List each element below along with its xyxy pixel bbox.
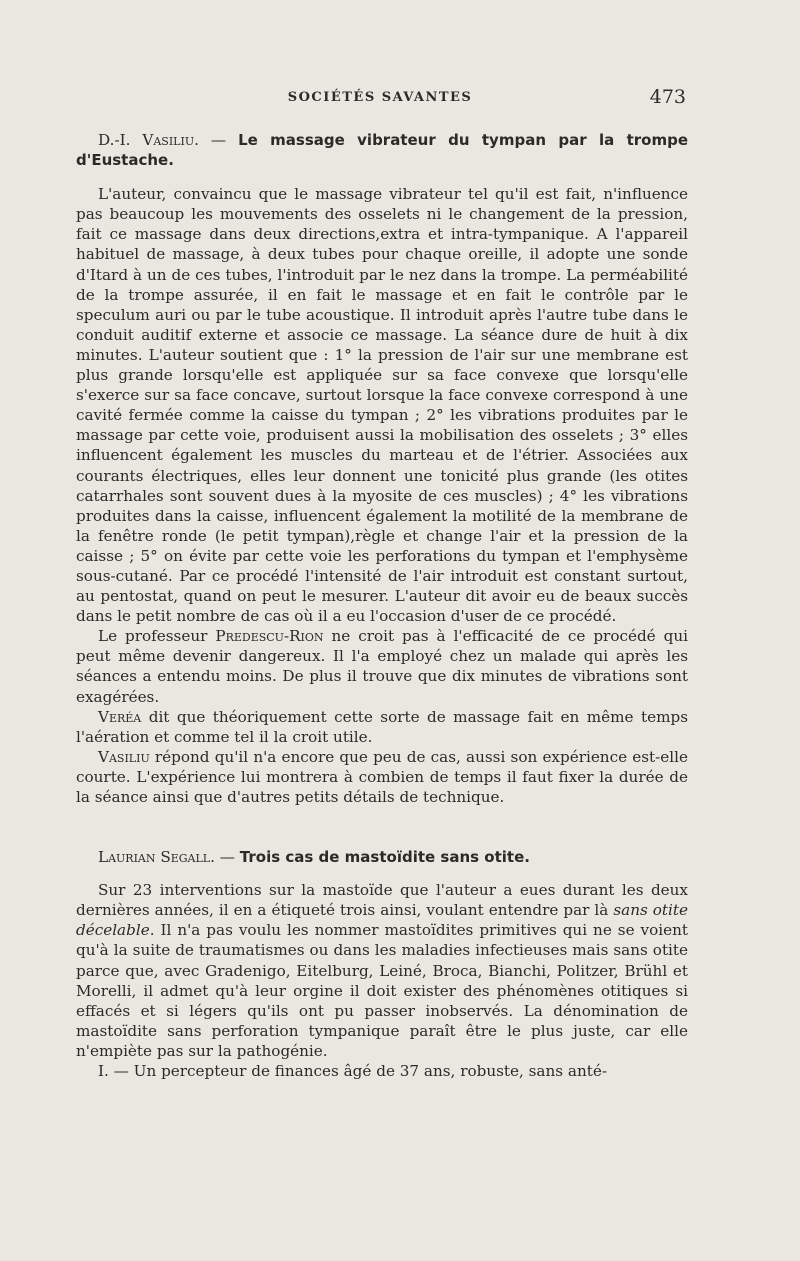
article-author: Laurian Segall. — [98, 848, 215, 867]
paragraph-text: Le professeur — [98, 627, 216, 646]
paragraph: I. — Un percepteur de finances âgé de 37 ans, robuste, sans anté- — [98, 1062, 607, 1081]
person-name: Vasiliu — [98, 747, 150, 766]
heading-dash: — — [198, 131, 239, 149]
paragraph-text: . Il n'a pas voulu les nommer mastoïdites primitives qui ne se voient qu'à la suite de traumatismes ou dans les maladies infectieuses mais sans otite parce que, avec Gradenigo, Eitelburg, Leiné, Broca, Bianchi, Politzer, Brühl et Morelli, il admet qu'à leur orgine il doit exister des phénomènes otitiques si effacés et si légers qu'ils ont pu passer inobservés. La dénomination de mastoïdite sans perforation tympanique paraît être le plus juste, car elle n'empiète pas sur la pathogénie. — [76, 921, 688, 1060]
paragraph — [76, 880, 688, 1061]
paragraph-text: dit que théoriquement cette sorte de massage fait en même temps l'aération et comme tel il la croit utile. — [76, 707, 688, 746]
page-number: 473 — [649, 86, 686, 108]
paragraph-text: répond qu'il n'a encore que peu de cas, aussi son expérience est-elle courte. L'expérience lui montrera à combien de temps il faut fixer la durée de la séance ainsi que d'autres petits détails de technique. — [76, 747, 688, 806]
person-name: Veréa — [98, 707, 142, 726]
article-title: Trois cas de mastoïdite sans otite. — [239, 848, 530, 867]
running-title: SOCIÉTÉS SAVANTES — [287, 90, 473, 105]
paragraph: L'auteur, convaincu que le massage vibrateur tel qu'il est fait, n'influence pas beaucoup les mouvements des osselets ni le changement de la pression, fait ce massage dans deux directions,extra et intra-tympanique. A l'appareil habituel de massage, à deux tubes pour chaque oreille, il adopte une sonde d'Itard à un de ces tubes, l'introduit par le nez dans la trompe. La perméabilité de la trompe assurée, il en fait le massage et en fait le contrôle par le speculum auri ou par le tube acoustique. Il introduit après l'autre tube dans le conduit auditif externe et associe ce massage. La séance dure de huit à dix minutes. L'auteur soutient que : 1° la pression de l'air sur une membrane est plus grande lorsqu'elle est appliquée sur sa face convexe que lorsqu'elle s'exerce sur sa face concave, surtout lorsque la face convexe correspond à une cavité fermée comme la caisse du tympan ; 2° les vibrations produites par le massage par cette voie, produisent aussi la mobilisation des osselets ; 3° elles influencent également les muscles du marteau et de l'étrier. Associées aux courants électriques, elles leur donnent une tonicité plus grande (les otites catarrhales sont souvent dues à la myosite de ces muscles) ; 4° les vibrations produites dans la caisse, influencent également la motilité de la membrane de la fenêtre ronde (le petit tympan),règle et change l'air et la pression de la caisse ; 5° on évite par cette voie les perforations du tympan et l'emphysème sous-cutané. Par ce procédé l'intensité de l'air introduit est constant surtout, au pentostat, quand on peut le mesurer. L'auteur dit avoir eu de beaux succès dans le petit nombre de cas où il a eu l'occasion d'user de ce procédé. — [76, 185, 688, 626]
paragraph — [76, 626, 688, 706]
paragraph — [76, 707, 688, 747]
person-name: Predescu-Rion — [215, 627, 324, 646]
article-author: D.-I. Vasiliu. — [98, 131, 199, 149]
italic-phrase: sans otite décelable — [76, 901, 688, 940]
article-heading — [76, 130, 688, 170]
page-header — [74, 86, 686, 110]
article-title: Le massage vibrateur du tympan par la trompe d'Eustache. — [76, 131, 689, 170]
section-gap — [76, 807, 688, 847]
heading-dash: — — [214, 848, 240, 867]
paragraph-text: Sur 23 interventions sur la mastoïde que l'auteur a eues durant les deux dernières années, il en a étiqueté trois ainsi, voulant entendre par là — [76, 881, 688, 920]
paragraph-text: ne croit pas à l'efficacité de ce procédé qui peut même devenir dangereux. Il l'a employé chez un malade qui après les séances a entendu moins. De plus il trouve que dix minutes de vibrations sont exagérées. — [76, 627, 688, 706]
page-content — [76, 130, 688, 1081]
paragraph — [76, 747, 688, 807]
article-heading — [76, 847, 688, 867]
